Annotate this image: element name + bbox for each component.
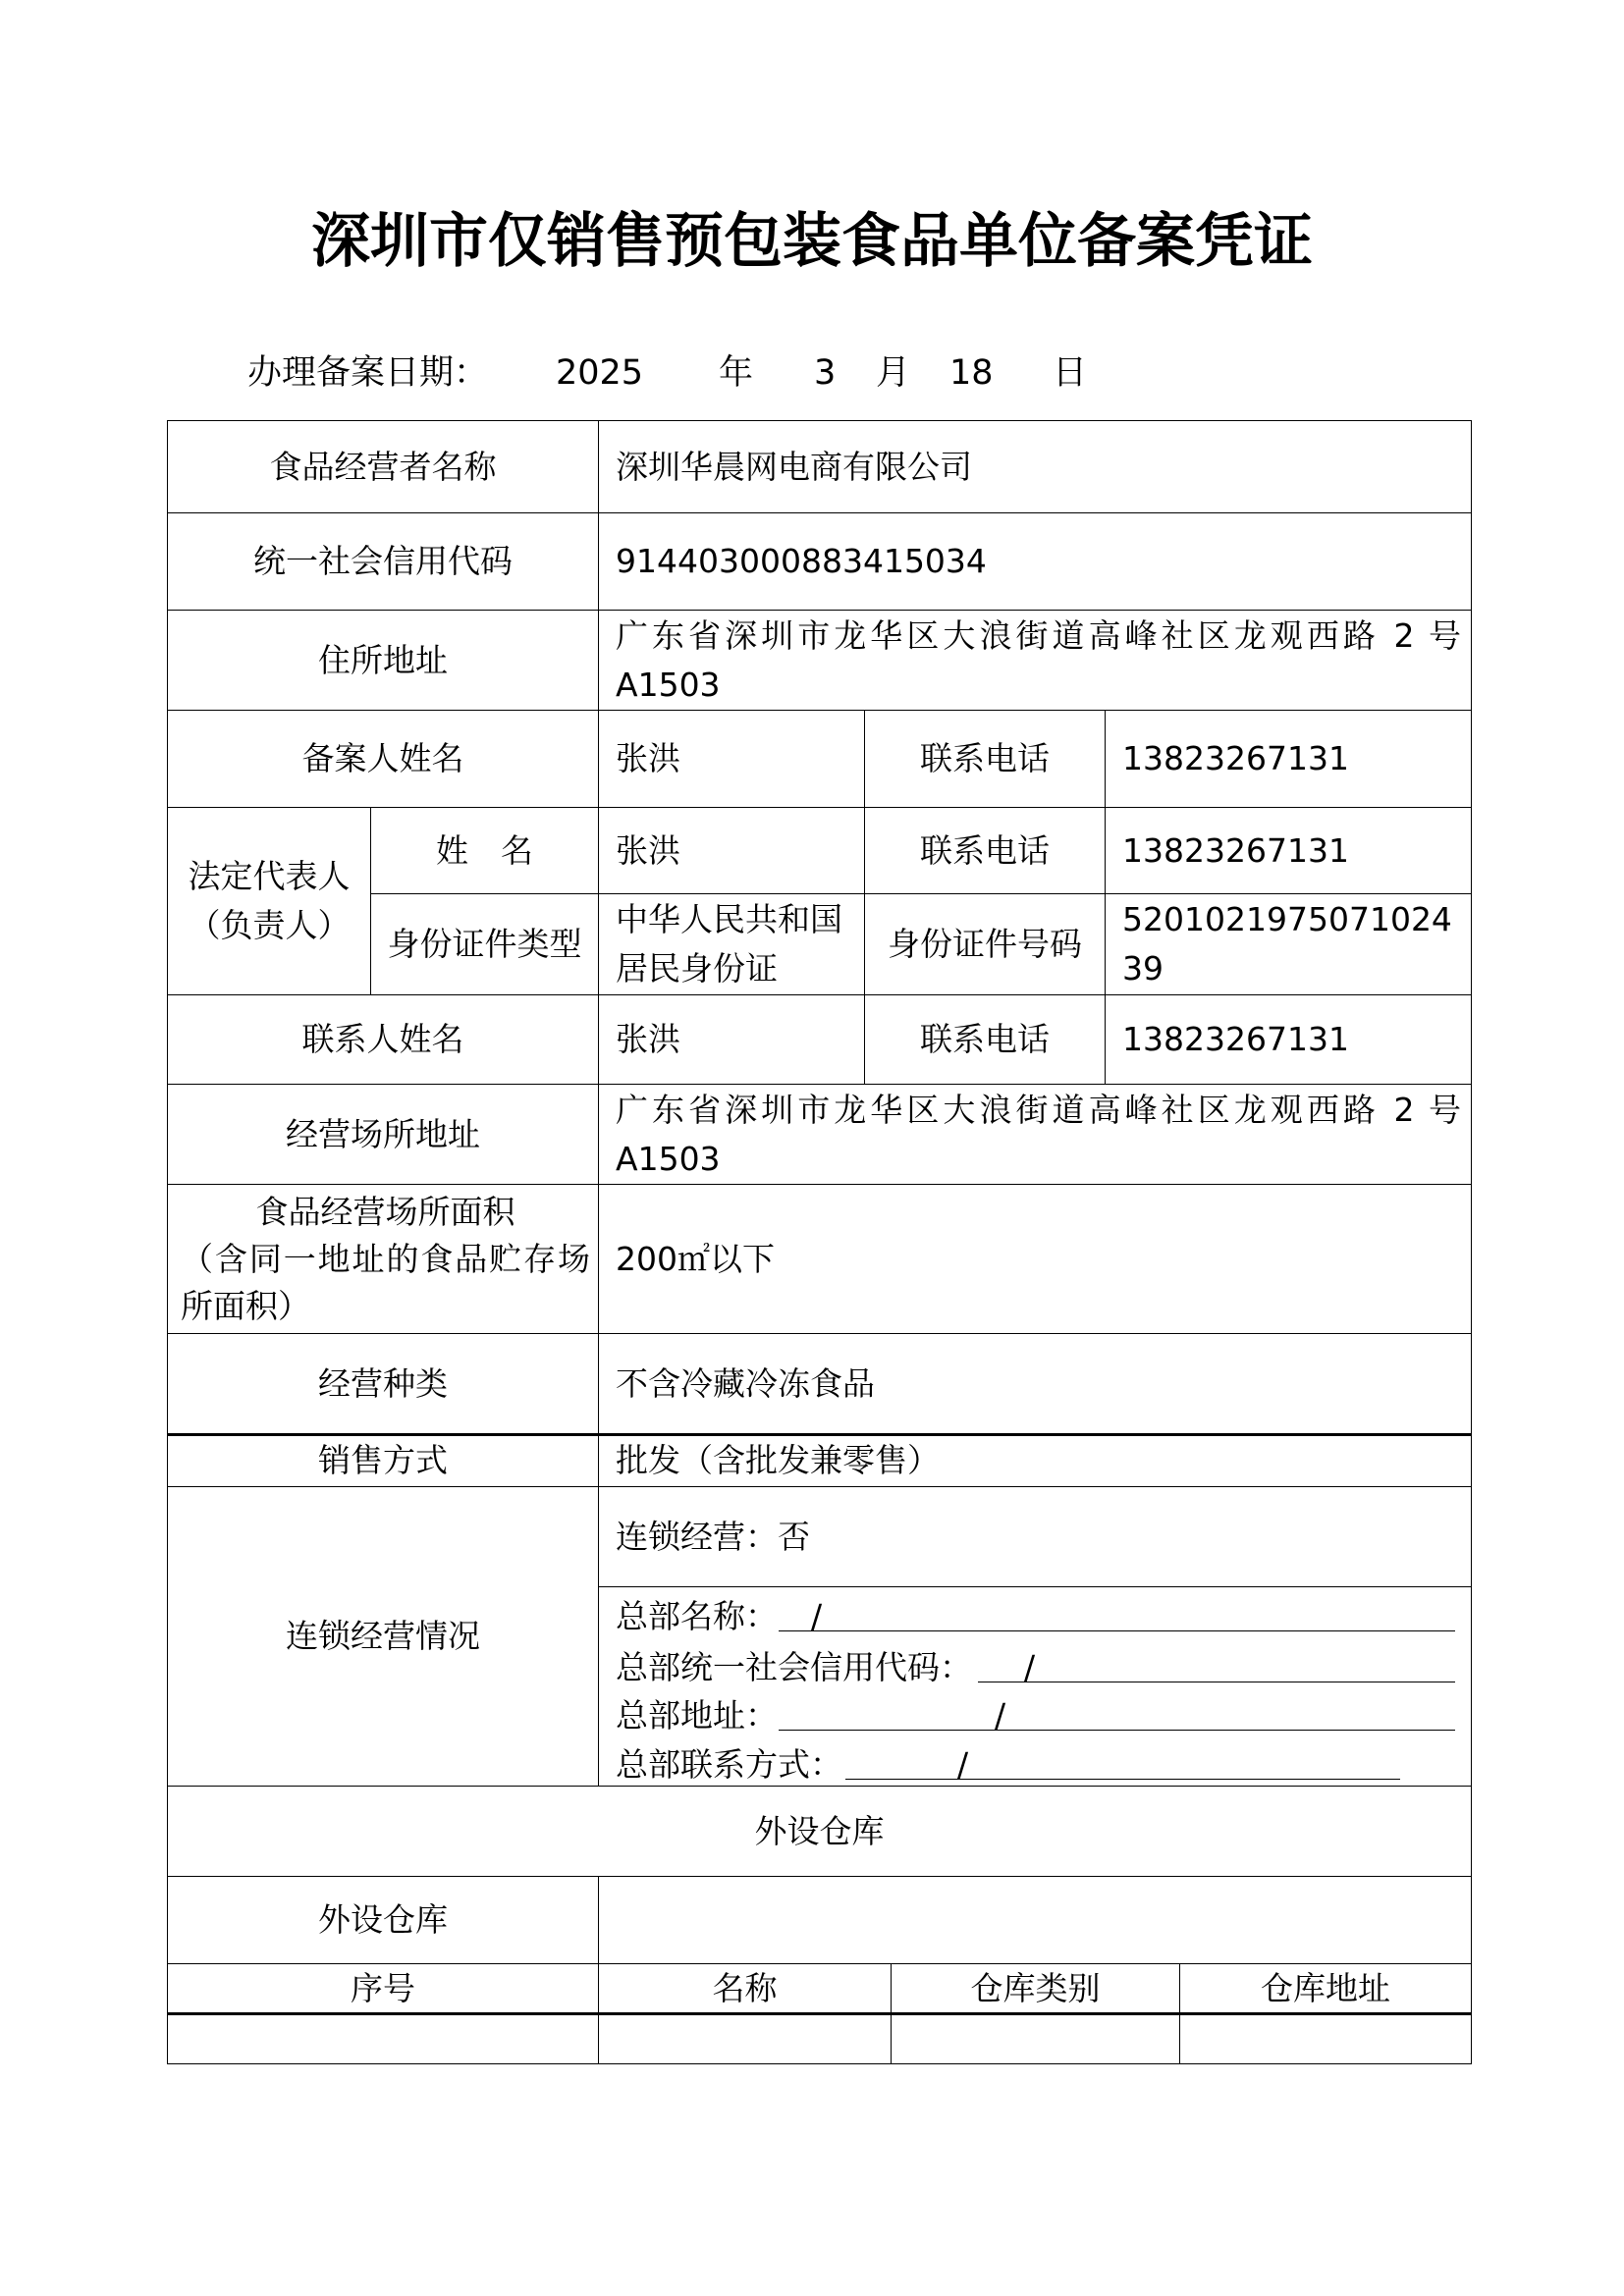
warehouse-value-cell — [598, 1876, 1472, 1964]
sales-mode-value: 批发（含批发兼零售） — [616, 1441, 940, 1479]
legal-rep-name-cell — [598, 807, 865, 894]
warehouse-row-index-cell — [167, 2013, 599, 2064]
warehouse-col-address — [1179, 1963, 1472, 2014]
filing-date-day: 18 — [949, 353, 994, 393]
hq-name-value: / — [811, 1597, 823, 1635]
table-rule-thick — [167, 2012, 1472, 2015]
warehouse-col-address-label: 仓库地址 — [1261, 1969, 1390, 2007]
page-title: 深圳市仅销售预包装食品单位备案凭证 — [311, 207, 1313, 276]
warehouse-col-type — [891, 1963, 1180, 2014]
warehouse-col-name — [598, 1963, 892, 2014]
premises-address-label: 经营场所地址 — [286, 1114, 480, 1153]
filing-date-day-unit: 日 — [1053, 353, 1088, 393]
premises-area-label-cell — [167, 1184, 599, 1334]
legal-rep-phone: 13823267131 — [1122, 830, 1349, 870]
domicile-label: 住所地址 — [318, 640, 448, 679]
premises-area-value: 200㎡以下 — [616, 1239, 775, 1278]
hq-address-label: 总部地址： — [616, 1696, 778, 1735]
legal-rep-id-type-label-cell — [370, 893, 599, 995]
chain-status-value: 否 — [778, 1517, 810, 1556]
hq-name-line — [599, 1592, 1471, 1641]
contact-name: 张洪 — [616, 1020, 680, 1058]
business-category-value: 不含冷藏冷冻食品 — [616, 1364, 875, 1403]
legal-rep-name: 张洪 — [616, 830, 680, 870]
hq-address-line — [599, 1691, 1471, 1740]
filer-phone: 13823267131 — [1122, 739, 1349, 777]
legal-rep-id-type-label: 身份证件类型 — [387, 925, 582, 963]
hq-credit-code-label: 总部统一社会信用代码： — [616, 1648, 972, 1686]
filing-date-year: 2025 — [556, 353, 644, 393]
business-category-value-cell — [598, 1333, 1472, 1435]
filer-label-cell — [167, 710, 599, 808]
premises-address-label-cell — [167, 1084, 599, 1185]
premises-area-value-cell — [598, 1184, 1472, 1334]
credit-code-value: 914403000883415034 — [616, 542, 987, 580]
premises-address-value-cell — [598, 1084, 1472, 1185]
hq-contact-label: 总部联系方式： — [616, 1745, 842, 1784]
warehouse-col-name-label: 名称 — [712, 1969, 778, 2007]
warehouse-row-type-cell — [891, 2013, 1180, 2064]
hq-address-field — [779, 1691, 1455, 1735]
premises-area-label: 食品经营场所面积 — [255, 1192, 515, 1231]
filer-name: 张洪 — [616, 739, 680, 777]
hq-contact-field — [845, 1740, 1400, 1784]
legal-rep-phone-label-cell — [864, 807, 1106, 894]
legal-rep-label: 法定代表人（负责人） — [188, 857, 351, 944]
business-category-label: 经营种类 — [318, 1364, 448, 1403]
premises-area-label-note: （含同一地址的食品贮存场所面积） — [181, 1239, 590, 1325]
hq-name-label: 总部名称： — [616, 1597, 778, 1635]
chain-label: 连锁经营情况 — [286, 1617, 480, 1655]
contact-name-cell — [598, 994, 865, 1085]
credit-code-label-cell — [167, 512, 599, 611]
warehouse-label: 外设仓库 — [318, 1900, 448, 1939]
hq-credit-code-value: / — [1024, 1648, 1036, 1686]
credit-code-label: 统一社会信用代码 — [253, 542, 513, 580]
legal-rep-id-type: 中华人民共和国居民身份证 — [616, 900, 842, 988]
contact-label-cell — [167, 994, 599, 1085]
warehouse-col-index-label: 序号 — [351, 1969, 415, 2007]
warehouse-row-address-cell — [1179, 2013, 1472, 2064]
chain-hq-cell — [598, 1586, 1472, 1787]
hq-credit-code-field — [978, 1643, 1455, 1686]
legal-rep-id-type-cell — [598, 893, 865, 995]
sales-mode-label: 销售方式 — [318, 1441, 448, 1479]
legal-rep-phone-label: 联系电话 — [920, 830, 1050, 870]
hq-contact-value: / — [957, 1745, 969, 1784]
chain-status — [616, 1513, 1461, 1562]
warehouse-label-cell — [167, 1876, 599, 1964]
legal-rep-id-number-label: 身份证件号码 — [888, 925, 1082, 963]
filing-date-year-unit: 年 — [719, 353, 754, 393]
filing-date-month: 3 — [814, 353, 837, 393]
legal-rep-id-number: 520102197507102439 — [1122, 900, 1452, 988]
domicile-label-cell — [167, 610, 599, 711]
legal-rep-id-number-label-cell — [864, 893, 1106, 995]
chain-status-label: 连锁经营： — [616, 1517, 778, 1556]
chain-status-cell — [598, 1486, 1472, 1587]
sales-mode-value-cell — [598, 1434, 1472, 1487]
hq-contact-line — [599, 1740, 1471, 1787]
legal-rep-label-cell — [167, 807, 371, 995]
credit-code-value-cell — [598, 512, 1472, 611]
operator-name-value-cell — [598, 420, 1472, 513]
legal-rep-id-number-cell — [1105, 893, 1472, 995]
operator-name-label: 食品经营者名称 — [269, 447, 497, 486]
hq-address-value: / — [995, 1696, 1006, 1735]
contact-phone-cell — [1105, 994, 1472, 1085]
sales-mode-label-cell — [167, 1434, 599, 1487]
legal-rep-phone-cell — [1105, 807, 1472, 894]
warehouse-section-title: 外设仓库 — [754, 1811, 885, 1850]
domicile-value: 广东省深圳市龙华区大浪街道高峰社区龙观西路 2 号 A1503 — [616, 615, 1461, 704]
chain-label-cell — [167, 1486, 599, 1787]
contact-phone-label-cell — [864, 994, 1106, 1085]
operator-name-label-cell — [167, 420, 599, 513]
legal-rep-name-label: 姓 名 — [436, 830, 533, 870]
operator-name-value: 深圳华晨网电商有限公司 — [616, 447, 972, 486]
contact-phone: 13823267131 — [1122, 1020, 1349, 1058]
hq-credit-code-line — [599, 1643, 1471, 1692]
business-category-label-cell — [167, 1333, 599, 1435]
filer-phone-cell — [1105, 710, 1472, 808]
warehouse-row-name-cell — [598, 2013, 892, 2064]
hq-name-field — [779, 1592, 1455, 1635]
warehouse-col-type-label: 仓库类别 — [970, 1969, 1101, 2007]
warehouse-col-index — [167, 1963, 599, 2014]
filer-name-cell — [598, 710, 865, 808]
filer-phone-label-cell — [864, 710, 1106, 808]
filing-date-label: 办理备案日期： — [247, 353, 489, 393]
table-rule-thick — [167, 1433, 1472, 1436]
filer-phone-label: 联系电话 — [920, 739, 1050, 777]
contact-phone-label: 联系电话 — [920, 1020, 1050, 1058]
legal-rep-name-label-cell — [370, 807, 599, 894]
filer-label: 备案人姓名 — [301, 739, 464, 777]
contact-label: 联系人姓名 — [301, 1020, 464, 1058]
filing-date-month-unit: 月 — [876, 353, 911, 393]
premises-address-value: 广东省深圳市龙华区大浪街道高峰社区龙观西路 2 号 A1503 — [616, 1090, 1461, 1178]
warehouse-section-title-cell — [167, 1786, 1472, 1877]
domicile-value-cell — [598, 610, 1472, 711]
